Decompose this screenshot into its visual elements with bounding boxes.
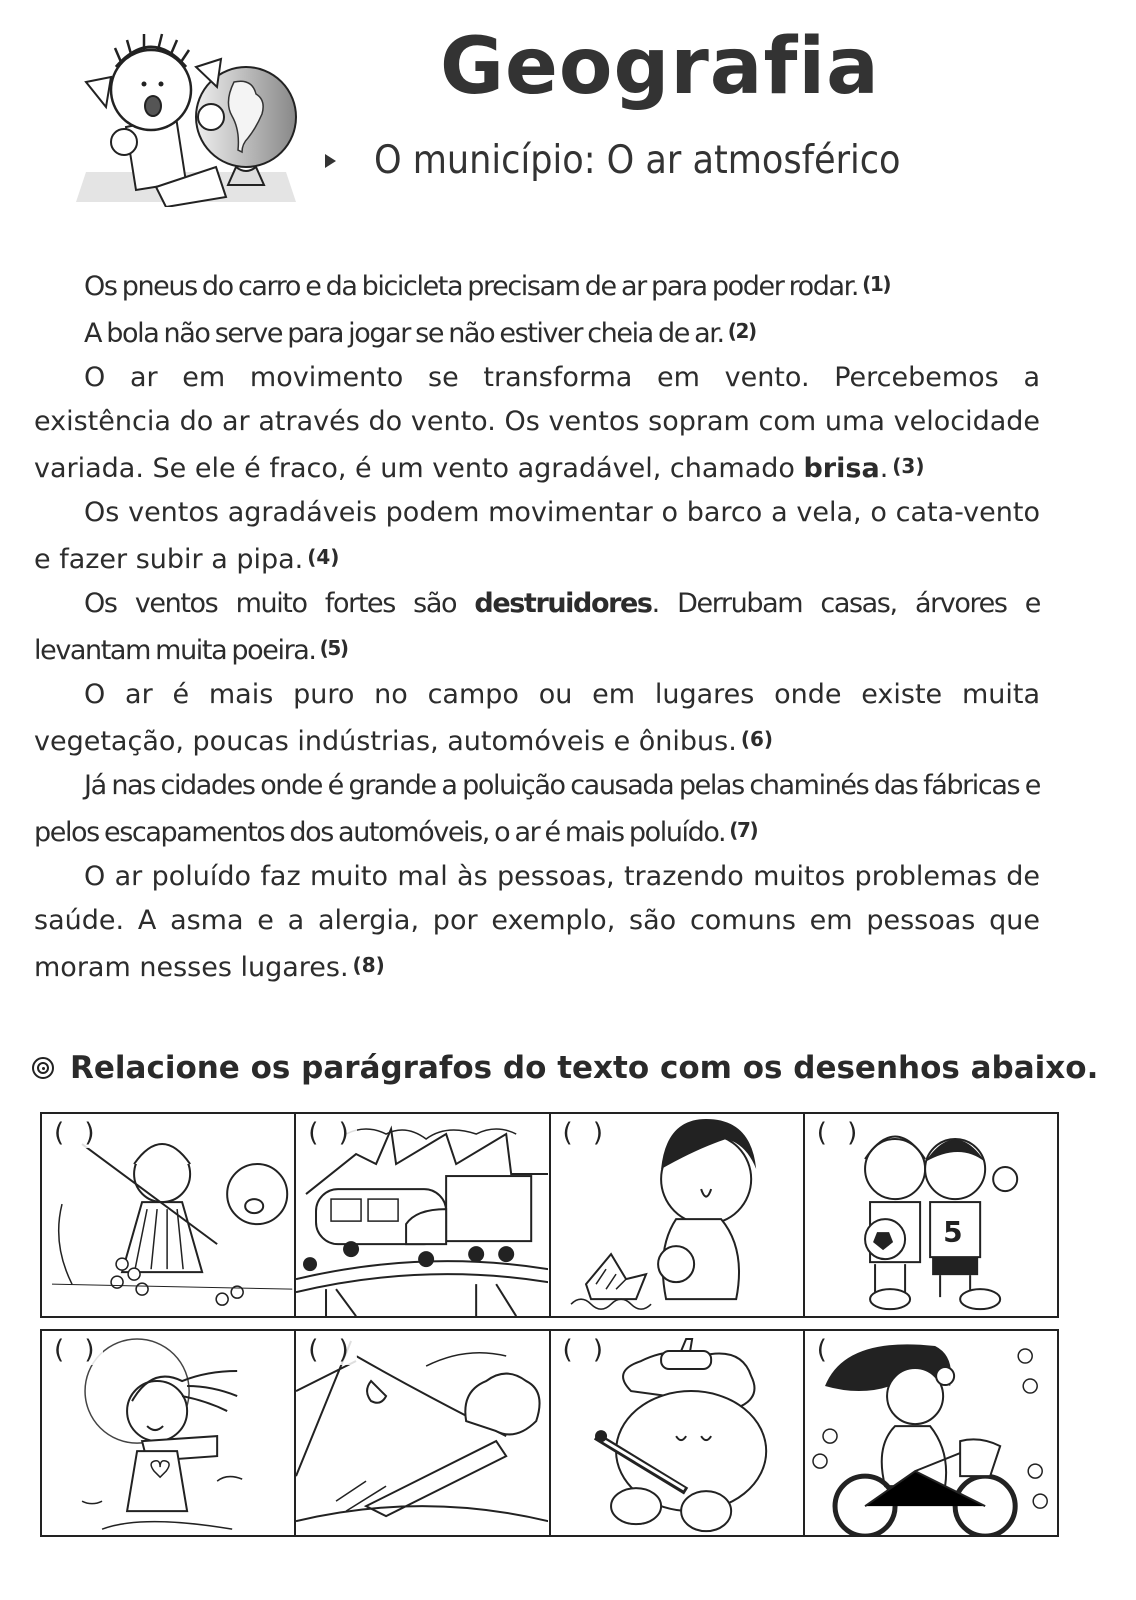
answer-blank[interactable]: ( ) [54, 1335, 101, 1365]
paragraph-ref: (2) [727, 319, 756, 343]
answer-blank[interactable]: ( ) [562, 1335, 610, 1365]
paragraph-ref: (7) [729, 818, 758, 842]
paragraph-8: O ar poluído faz muito mal às pessoas, trazendo muitos problemas de saúde. A asma e a alergia, por exemplo, são comuns em pessoas que moram nesses lugares. (8) [34, 861, 1040, 983]
reading-text [34, 262, 1040, 990]
answer-blank[interactable]: ( [816, 1335, 833, 1365]
paragraph-2: A bola não serve para jogar se não estiver cheia de ar. (2) [84, 318, 756, 349]
paragraph-1: Os pneus do carro e da bicicleta precisam de ar para poder rodar. (1) [84, 271, 891, 302]
girl-bicycle-drawing [805, 1331, 1057, 1535]
bullseye-icon [32, 1057, 54, 1079]
drawing-cell-storm[interactable] [296, 1331, 550, 1535]
page-title: Geografia [440, 22, 880, 112]
paragraph-3: O ar em movimento se transforma em vento. Percebemos a existência do ar através do vento. Os ventos sopram com uma velocidade variada. Se ele é fraco, é um vento agradável, chamado brisa. (3) [34, 362, 1040, 484]
drawings-row-1 [40, 1112, 1059, 1318]
answer-blank[interactable]: ( ) [54, 1118, 101, 1148]
answer-blank[interactable]: ( ) [308, 1335, 355, 1365]
answer-blank[interactable]: ( ) [308, 1118, 355, 1148]
paragraph-ref: (8) [352, 953, 385, 977]
paragraph-7: Já nas cidades onde é grande a poluição causada pelas chaminés das fábricas e pelos escapamentos dos automóveis, o ar é mais poluído. (7) [34, 770, 1040, 848]
drawing-cell-soccer-ball[interactable] [805, 1114, 1057, 1316]
drawing-cell-paper-boat[interactable] [551, 1114, 805, 1316]
drawing-cell-bicycle[interactable] [805, 1331, 1057, 1535]
svg-text:5: 5 [942, 1216, 963, 1250]
page-subtitle: O município: O ar atmosférico [374, 138, 901, 183]
girl-with-globe-illustration [66, 22, 306, 207]
paragraph-4: Os ventos agradáveis podem movimentar o barco a vela, o cata-vento e fazer subir a pipa. (4) [34, 497, 1040, 575]
triangle-bullet-icon [325, 154, 336, 168]
paragraph-ref: (5) [319, 636, 348, 660]
instruction-text: Relacione os parágrafos do texto com os desenhos abaixo. [70, 1050, 1099, 1086]
paragraph-ref: (6) [740, 727, 774, 751]
paragraph-5: Os ventos muito fortes são destruidores. Derrubam casas, árvores e levantam muita poeira. (5) [34, 588, 1040, 666]
answer-blank[interactable]: ( ) [816, 1118, 864, 1148]
exercise-instruction [32, 1050, 1098, 1086]
keyword-brisa: brisa [803, 453, 880, 484]
paragraph-ref: (1) [862, 272, 891, 296]
drawing-cell-pollution[interactable] [296, 1114, 550, 1316]
paragraph-ref: (3) [892, 454, 925, 478]
keyword-destruidores: destruidores [474, 588, 652, 619]
subtitle-row [325, 138, 901, 183]
paragraph-ref: (4) [307, 545, 340, 569]
drawing-cell-sick-child[interactable] [551, 1331, 805, 1535]
drawing-cell-kite[interactable] [42, 1114, 296, 1316]
drawings-row-2 [40, 1329, 1059, 1537]
drawing-cell-breeze[interactable] [42, 1331, 296, 1535]
paragraph-6: O ar é mais puro no campo ou em lugares onde existe muita vegetação, poucas indústrias, automóveis e ônibus. (6) [34, 679, 1040, 757]
answer-blank[interactable]: ( ) [562, 1118, 610, 1148]
